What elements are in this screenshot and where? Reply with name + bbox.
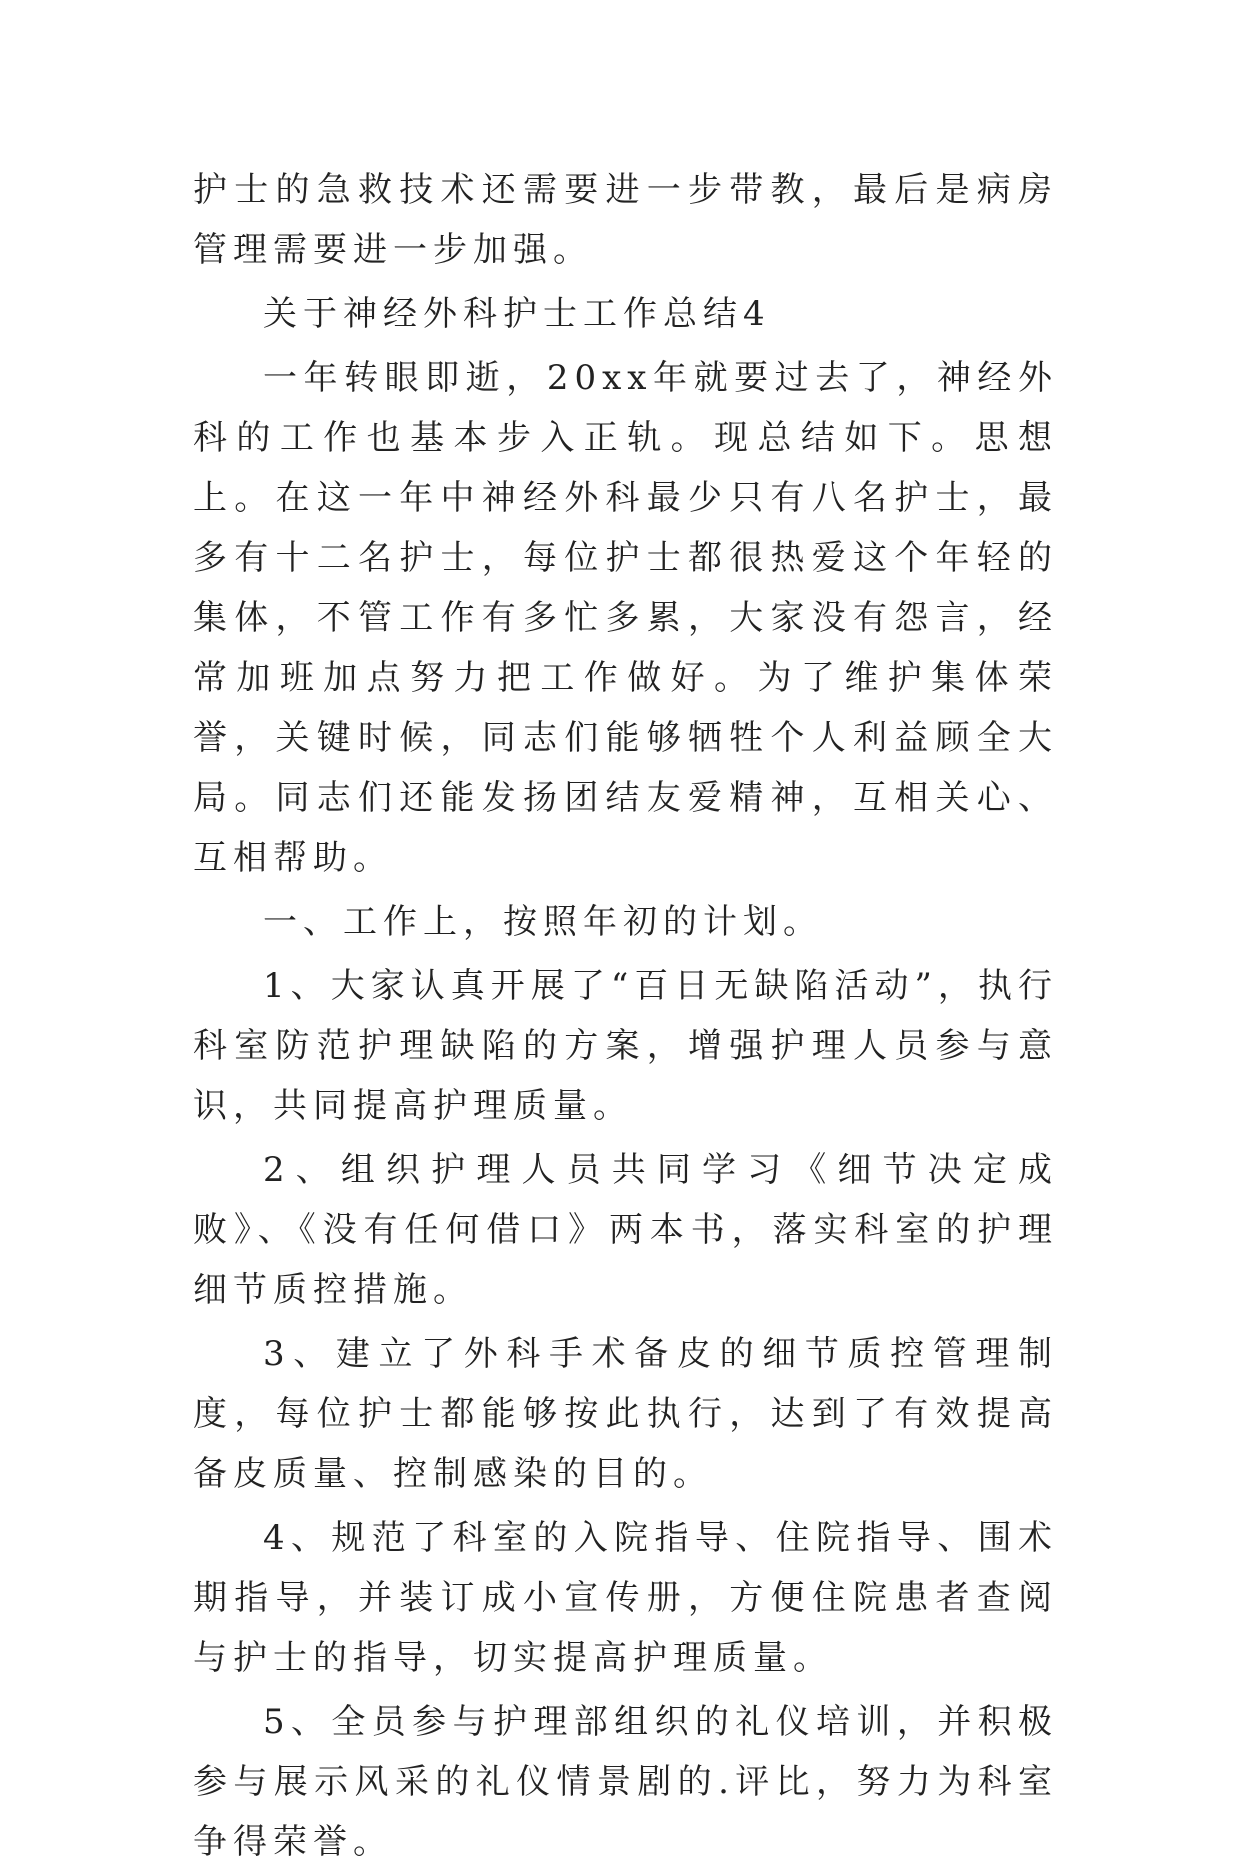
paragraph-work-heading: 一、工作上，按照年初的计划。 bbox=[263, 902, 823, 942]
paragraph-summary: 一年转眼即逝，20xx年就要过去了，神经外科的工作也基本步入正轨。现总结如下。思想上。在这一年中神经外科最少只有八名护士，最多有十二名护士，每位护士都很热爱这个年轻的集体，不管工作有多忙多累，大家没有怨言，经常加班加点努力把工作做好。为了维护集体荣誉，关键时候，同志们能够牺牲个人利益顾全大局。同志们还能发扬团结友爱精神，互相关心、互相帮助。 bbox=[193, 358, 1058, 878]
paragraph-continuation: 护士的急救技术还需要进一步带教，最后是病房管理需要进一步加强。 bbox=[193, 170, 1058, 270]
list-item-5: 5、全员参与护理部组织的礼仪培训，并积极参与展示风采的礼仪情景剧的.评比，努力为科室争得荣誉。 bbox=[193, 1702, 1058, 1862]
list-item-2: 2、组织护理人员共同学习《细节决定成败》、《没有任何借口》两本书，落实科室的护理细节质控措施。 bbox=[193, 1150, 1058, 1310]
section-heading: 关于神经外科护士工作总结4 bbox=[263, 294, 771, 334]
list-item-4: 4、规范了科室的入院指导、住院指导、围术期指导，并装订成小宣传册，方便住院患者查阅与护士的指导，切实提高护理质量。 bbox=[193, 1518, 1058, 1678]
list-item-1: 1、大家认真开展了“百日无缺陷活动”，执行科室防范护理缺陷的方案，增强护理人员参与意识，共同提高护理质量。 bbox=[193, 966, 1058, 1126]
document-body bbox=[193, 160, 1058, 1872]
list-item-3: 3、建立了外科手术备皮的细节质控管理制度，每位护士都能够按此执行，达到了有效提高备皮质量、控制感染的目的。 bbox=[193, 1334, 1058, 1494]
